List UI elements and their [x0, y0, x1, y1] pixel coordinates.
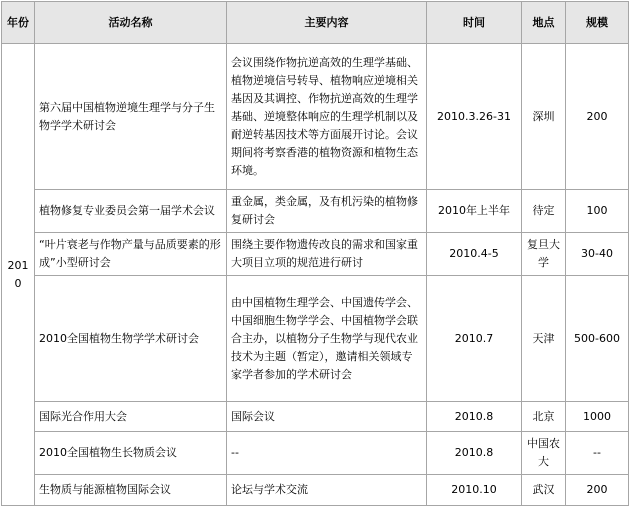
- cell-name: 第六届中国植物逆境生理学与分子生物学学术研讨会: [35, 44, 227, 190]
- table-row: [2, 475, 629, 506]
- cell-content: 会议围绕作物抗逆高效的生理学基础、植物逆境信号转导、植物响应逆境相关基因及其调控、作物抗逆高效的生理学基础、逆境整体响应的生理学机制以及耐逆转基因技术等方面展开讨论。会议期间将考察香港的植物资源和植物生态环境。: [227, 44, 427, 190]
- table-body: [2, 44, 629, 506]
- table-row: [2, 190, 629, 233]
- cell-scale: --: [566, 432, 629, 475]
- cell-time: 2010年上半年: [427, 190, 522, 233]
- cell-content: 论坛与学术交流: [227, 475, 427, 506]
- header-time: 时间: [427, 2, 522, 44]
- cell-place: 天津: [522, 276, 566, 402]
- cell-scale: 200: [566, 44, 629, 190]
- cell-name: 植物修复专业委员会第一届学术会议: [35, 190, 227, 233]
- cell-place: 待定: [522, 190, 566, 233]
- cell-scale: 100: [566, 190, 629, 233]
- header-content: 主要内容: [227, 2, 427, 44]
- year-cell: 2010: [2, 44, 35, 506]
- header-scale: 规模: [566, 2, 629, 44]
- cell-name: 2010全国植物生物学学术研讨会: [35, 276, 227, 402]
- header-year: 年份: [2, 2, 35, 44]
- cell-scale: 1000: [566, 402, 629, 432]
- table-header: [2, 2, 629, 44]
- cell-time: 2010.3.26-31: [427, 44, 522, 190]
- table-row: [2, 276, 629, 402]
- cell-place: 中国农大: [522, 432, 566, 475]
- cell-place: 北京: [522, 402, 566, 432]
- cell-name: 2010全国植物生长物质会议: [35, 432, 227, 475]
- cell-time: 2010.10: [427, 475, 522, 506]
- cell-place: 武汉: [522, 475, 566, 506]
- cell-content: 围绕主要作物遗传改良的需求和国家重大项目立项的规范进行研讨: [227, 233, 427, 276]
- cell-scale: 30-40: [566, 233, 629, 276]
- header-place: 地点: [522, 2, 566, 44]
- table-row: [2, 432, 629, 475]
- cell-content: 重金属，类金属，及有机污染的植物修复研讨会: [227, 190, 427, 233]
- cell-content: 由中国植物生理学会、中国遗传学会、中国细胞生物学学会、中国植物学会联合主办，以植物分子生物学与现代农业技术为主题（暂定），邀请相关领域专家学者参加的学术研讨会: [227, 276, 427, 402]
- cell-name: 国际光合作用大会: [35, 402, 227, 432]
- table-row: [2, 233, 629, 276]
- table-row: [2, 44, 629, 190]
- cell-time: 2010.8: [427, 402, 522, 432]
- cell-scale: 500-600: [566, 276, 629, 402]
- cell-name: 生物质与能源植物国际会议: [35, 475, 227, 506]
- header-row: [2, 2, 629, 44]
- cell-time: 2010.8: [427, 432, 522, 475]
- cell-content: --: [227, 432, 427, 475]
- events-table: [1, 1, 629, 506]
- cell-content: 国际会议: [227, 402, 427, 432]
- cell-time: 2010.4-5: [427, 233, 522, 276]
- cell-scale: 200: [566, 475, 629, 506]
- cell-time: 2010.7: [427, 276, 522, 402]
- cell-name: “叶片衰老与作物产量与品质要素的形成”小型研讨会: [35, 233, 227, 276]
- cell-place: 复旦大学: [522, 233, 566, 276]
- table-row: [2, 402, 629, 432]
- cell-place: 深圳: [522, 44, 566, 190]
- header-name: 活动名称: [35, 2, 227, 44]
